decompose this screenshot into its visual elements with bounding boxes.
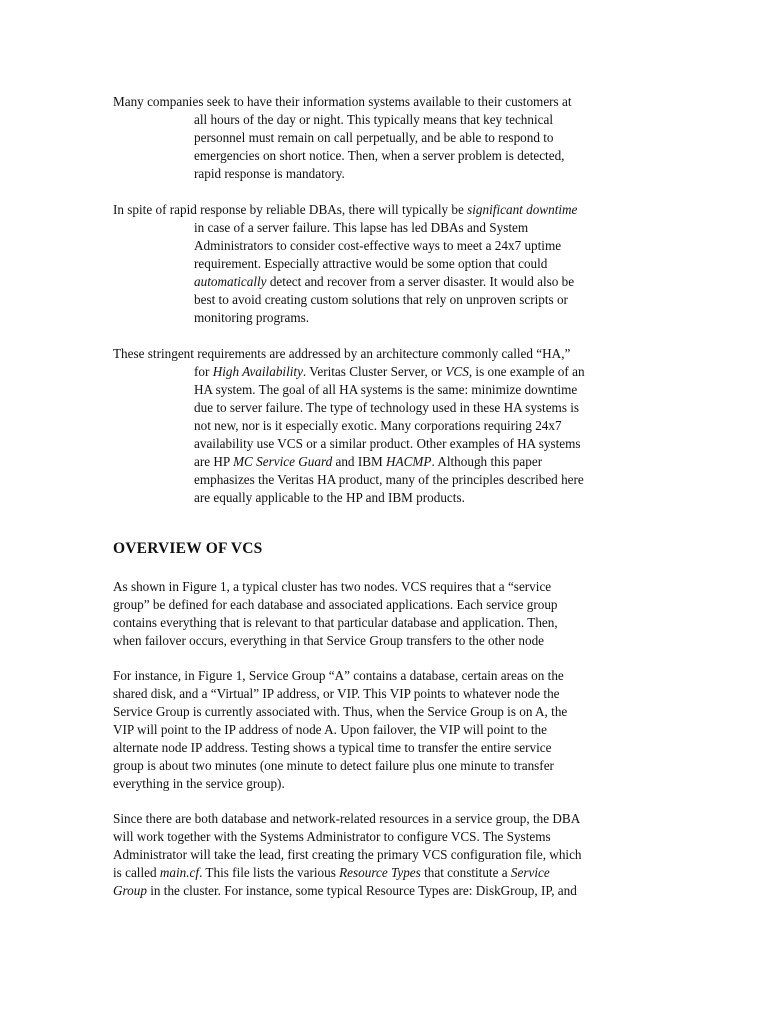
text-line xyxy=(113,345,570,363)
italic-text: significant downtime xyxy=(467,202,578,217)
text-line xyxy=(113,703,567,721)
text-line xyxy=(113,846,582,864)
text-segment: Service Group is currently associated with. Thus, when the Service Group is on A, the xyxy=(113,704,568,719)
text-line xyxy=(194,129,554,147)
text-segment: . Although this paper xyxy=(431,454,543,469)
text-segment: Many companies seek to have their information systems available to their customers at xyxy=(113,94,572,109)
text-line xyxy=(113,685,560,703)
text-segment: group is about two minutes (one minute to detect failure plus one minute to transfer xyxy=(113,758,554,773)
text-segment: in the cluster. For instance, some typical Resource Types are: DiskGroup, IP, and xyxy=(146,883,577,898)
text-segment: Administrator will take the lead, first creating the primary VCS configuration file, which xyxy=(113,847,582,862)
text-line xyxy=(194,165,345,183)
text-segment: emergencies on short notice. Then, when a server problem is detected, xyxy=(194,148,565,163)
italic-text: HACMP xyxy=(386,454,432,469)
italic-text: High Availability xyxy=(212,364,303,379)
text-segment: . This file lists the various xyxy=(199,865,340,880)
italic-text: MC Service Guard xyxy=(233,454,333,469)
text-segment: is called xyxy=(113,865,160,880)
text-line xyxy=(194,435,581,453)
text-segment: not new, nor is it especially exotic. Many corporations requiring 24x7 xyxy=(194,418,562,433)
text-line xyxy=(194,399,579,417)
text-segment: and IBM xyxy=(332,454,387,469)
text-line xyxy=(194,471,584,489)
text-segment: monitoring programs. xyxy=(194,310,310,325)
italic-text: Service xyxy=(510,865,550,880)
text-segment: detect and recover from a server disaster. It would also be xyxy=(266,274,575,289)
text-segment: VIP will point to the IP address of node A. Upon failover, the VIP will point to the xyxy=(113,722,547,737)
text-segment: for xyxy=(194,364,213,379)
italic-text: VCS xyxy=(445,364,469,379)
text-line xyxy=(194,291,568,309)
text-segment: when failover occurs, everything in that Service Group transfers to the other node xyxy=(113,633,545,648)
italic-text: main.cf xyxy=(159,865,200,880)
text-segment: As shown in Figure 1, a typical cluster has two nodes. VCS requires that a “service xyxy=(113,579,552,594)
text-line xyxy=(113,864,550,882)
text-line xyxy=(194,273,574,291)
text-line xyxy=(113,201,577,219)
text-segment: due to server failure. The type of technology used in these HA systems is xyxy=(194,400,580,415)
text-segment: are equally applicable to the HP and IBM products. xyxy=(194,490,465,505)
text-segment: In spite of rapid response by reliable DBAs, there will typically be xyxy=(113,202,468,217)
text-line xyxy=(194,147,564,165)
text-segment: group” be defined for each database and associated applications. Each service group xyxy=(113,597,558,612)
text-line xyxy=(194,417,562,435)
text-line xyxy=(113,775,285,793)
text-line xyxy=(113,578,551,596)
text-segment: Administrators to consider cost-effective ways to meet a 24x7 uptime xyxy=(194,238,562,253)
text-line xyxy=(113,739,552,757)
text-line xyxy=(113,882,577,900)
text-segment: are HP xyxy=(194,454,234,469)
text-line xyxy=(194,237,561,255)
text-line xyxy=(194,309,309,327)
text-segment: will work together with the Systems Administrator to configure VCS. The Systems xyxy=(113,829,551,844)
text-segment: . Veritas Cluster Server, or xyxy=(302,364,446,379)
text-segment: in case of a server failure. This lapse has led DBAs and System xyxy=(194,220,529,235)
text-segment: These stringent requirements are addressed by an architecture commonly called “HA,” xyxy=(113,346,571,361)
italic-text: Resource Types xyxy=(339,865,421,880)
text-line xyxy=(113,596,558,614)
text-line xyxy=(113,757,554,775)
text-segment: personnel must remain on call perpetually, and be able to respond to xyxy=(194,130,554,145)
text-line xyxy=(194,219,528,237)
text-segment: For instance, in Figure 1, Service Group “A” contains a database, certain areas on the xyxy=(113,668,564,683)
text-segment: HA system. The goal of all HA systems is the same: minimize downtime xyxy=(194,382,578,397)
text-line xyxy=(113,93,572,111)
text-line xyxy=(113,721,547,739)
text-segment: requirement. Especially attractive would be some option that could xyxy=(194,256,548,271)
text-segment: emphasizes the Veritas HA product, many of the principles described here xyxy=(194,472,584,487)
text-segment: best to avoid creating custom solutions that rely on unproven scripts or xyxy=(194,292,568,307)
text-segment: all hours of the day or night. This typically means that key technical xyxy=(194,112,554,127)
text-segment: availability use VCS or a similar product. Other examples of HA systems xyxy=(194,436,581,451)
text-line xyxy=(194,111,553,129)
italic-text: automatically xyxy=(194,274,267,289)
text-line xyxy=(194,381,577,399)
text-segment: , is one example of an xyxy=(468,364,585,379)
text-line xyxy=(194,489,465,507)
text-line xyxy=(113,667,564,685)
section-heading: OVERVIEW OF VCS xyxy=(113,540,263,557)
text-line xyxy=(113,828,551,846)
text-segment: rapid response is mandatory. xyxy=(194,166,345,181)
text-line xyxy=(194,255,547,273)
text-segment: Since there are both database and network-related resources in a service group, the DBA xyxy=(113,811,581,826)
text-segment: everything in the service group). xyxy=(113,776,285,791)
text-segment: that constitute a xyxy=(420,865,511,880)
text-line xyxy=(113,632,544,650)
text-line xyxy=(194,453,542,471)
text-line xyxy=(194,363,585,381)
text-segment: shared disk, and a “Virtual” IP address, or VIP. This VIP points to whatever node the xyxy=(113,686,560,701)
text-line xyxy=(113,614,558,632)
text-line xyxy=(113,810,580,828)
text-segment: contains everything that is relevant to that particular database and application. Then, xyxy=(113,615,558,630)
italic-text: Group xyxy=(113,883,147,898)
text-segment: alternate node IP address. Testing shows a typical time to transfer the entire service xyxy=(113,740,552,755)
